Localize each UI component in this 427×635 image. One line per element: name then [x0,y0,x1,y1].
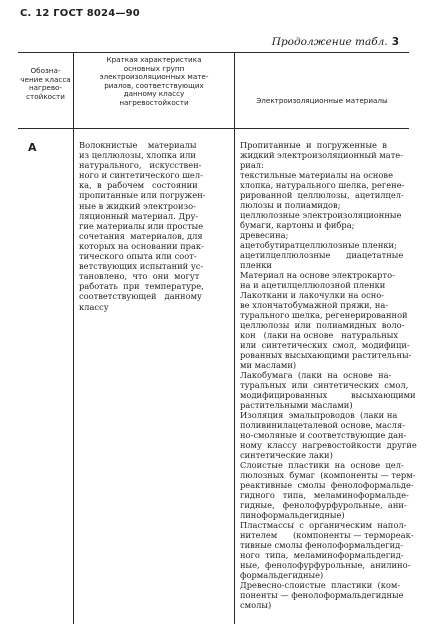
text-line: тического опыта или соот- [79,251,197,262]
header-line: основных групп [123,63,185,73]
text-line: пленки [240,260,272,270]
text-line: которых на основании прак- [79,240,204,251]
text-line: поненты — фенолоформальдегидные [240,590,404,600]
text-line: смолы) [240,600,272,610]
text-line: ветствующих испытаний ус- [79,261,204,272]
text-line: Древесно-слоистые пластики (ком- [240,580,401,590]
material-entry [240,140,403,170]
text-line: жидкий электроизоляционный мате- [240,150,404,160]
header-line: чение класса [20,74,71,84]
text-line: люлозы и полиамидов; [240,200,341,210]
text-line: Пластмассы с органическим напол- [240,520,407,530]
text-line: ацетобутиратцеллюлозные пленки; [240,240,397,250]
text-line: гидные, фенолофурфурольные, ани- [240,500,407,510]
text-line: поливинилацеталевой основе, масля- [240,420,405,430]
header-line: нагревостойкости [119,97,189,107]
text-line: целлюлозы или полиамидных воло- [240,320,405,330]
text-line: тивные смолы фенолоформальдегид- [240,540,404,550]
text-line: текстильные материалы на основе [240,170,393,180]
text-line: формальдегидные) [240,570,324,580]
header-line: электроизоляционных мате- [99,72,209,82]
header-materials: Электроизоляционные материалы [256,96,388,105]
material-entry [240,580,403,610]
text-line: ного и синтетического шел- [79,170,203,181]
class-designation: А [28,141,37,154]
text-line: работать при температуре, [79,281,204,292]
text-line: туральных или синтетических смол, [240,380,409,390]
text-line: сочетания материалов, для [79,230,203,241]
text-line: ные в жидкий электроизо- [79,200,196,211]
text-line: Лакоткани и лакочулки на осно- [240,290,385,300]
material-entry [240,460,416,520]
header-line: Обозна- [30,66,61,75]
table-number: 3 [391,36,399,48]
table-continuation-caption [272,36,399,48]
class-characteristic [79,140,233,312]
column-divider-2 [234,52,235,624]
text-line: ве хлончатобумажной пряжи, на- [240,300,389,310]
table-top-rule [18,52,409,53]
text-line: растительными маслами) [240,400,353,410]
text-line: рованных высыхающими растительны- [240,350,412,360]
text-line: Волокнистые материалы [79,140,197,150]
text-line: ному классу нагревостойкости другие [240,440,417,450]
text-line: гие материалы или простые [79,220,204,231]
text-line: пропитанные или погружен- [79,190,206,201]
page-header: С. 12 ГОСТ 8024—90 [20,8,140,19]
text-line: древесина; [240,230,289,240]
text-line: ацетилцеллюлозные диацетатные [240,250,404,260]
text-line: Лакобумага (лаки на основе на- [240,370,392,380]
material-entry [240,370,416,410]
header-line: риалов, соответствующих [104,80,204,90]
material-entry [240,210,403,230]
text-line: но-смоляные и соответствующие дан- [240,430,407,440]
text-line: синтетические лаки) [240,450,333,460]
header-class-designation [18,67,73,101]
text-line: турального шелка, регенерированной [240,310,408,320]
text-line: ми маслами) [240,360,297,370]
text-line: натурального, искусствен- [79,160,202,171]
text-line: или синтетических смол, модифици- [240,340,410,350]
materials-list [240,140,417,610]
text-line: реактивные смолы фенолоформальде- [240,480,414,490]
text-line: гидного типа, меламиноформальде- [240,490,409,500]
material-entry [240,170,403,210]
material-entry [240,250,403,270]
text-line: из целлюлозы, хлопка или [79,150,196,161]
text-line: нителем (компоненты — термореак- [240,530,414,540]
text-line: линоформальдегидные) [240,510,345,520]
text-line: классу [79,301,109,312]
text-line: модифицированных высыхающими [240,390,416,400]
material-entry [240,290,412,370]
material-entry [240,230,403,240]
text-line: ного типа, меламиноформальдегид- [240,550,404,560]
text-line: ляционный материал. Дру- [79,210,199,221]
text-line: люлозных бумаг (компоненты — терм- [240,470,416,480]
material-entry [240,270,403,290]
text-line: Изоляция эмальпроводов (лаки на [240,410,398,420]
text-line: целлюлозные электроизоляционные [240,210,402,220]
text-line: ка, в рабочем состоянии [79,180,198,191]
text-line: хлопка, натурального шелка, регене- [240,180,405,190]
text-line: бумаги, картоны и фибра; [240,220,355,230]
material-entry [240,520,414,580]
text-line: Слоистые пластики на основе цел- [240,460,404,470]
material-entry [240,240,403,250]
text-line: кон (лаки на основе натуральных [240,330,399,340]
column-divider-1 [73,52,74,624]
text-line: риал: [240,160,264,170]
text-line: рированной целлюлозы, ацетилцел- [240,190,404,200]
text-line: тановлено, что они могут [79,271,200,282]
continuation-text: Продолжение табл. [271,36,388,48]
header-line: Краткая характеристика [106,55,202,64]
text-line: соответствующей данному [79,291,202,302]
material-entry [240,410,417,460]
text-line: на и ацетилцеллюлозной пленки [240,280,386,290]
header-line: нагрево- [28,83,63,93]
text-line: Пропитанные и погруженные в [240,140,387,150]
header-bottom-rule [18,128,409,129]
text-line: ные, фенолофурфурольные, анилино- [240,560,411,570]
header-line: стойкости [26,91,65,101]
header-line: данному классу [123,89,185,99]
header-characteristic [74,56,234,108]
text-line: Материал на основе электрокарто- [240,270,395,280]
